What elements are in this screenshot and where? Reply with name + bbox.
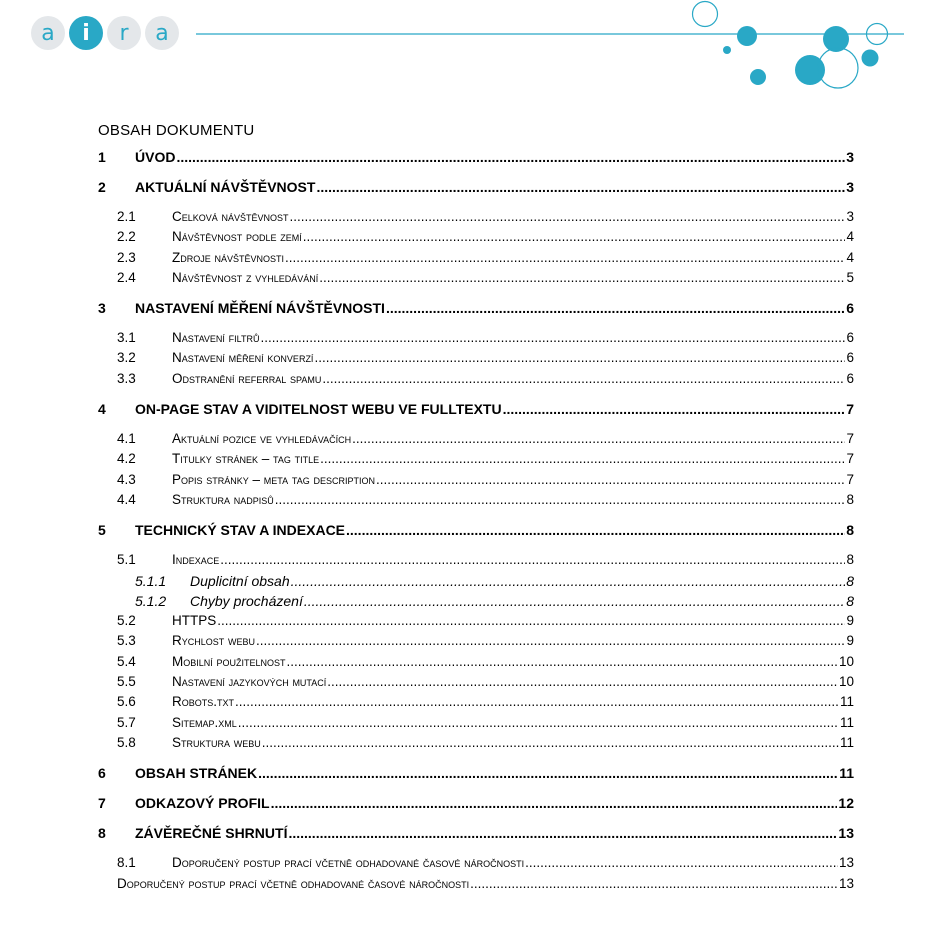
- logo-letter-i: i: [69, 16, 103, 50]
- toc-number: 6: [98, 765, 106, 782]
- toc-entry-5-3[interactable]: [98, 633, 854, 653]
- toc-number: 5.1.2: [135, 592, 167, 609]
- toc-title: Doporučený postup prací včetně odhadované časové náročnosti: [117, 875, 470, 891]
- toc-number: 2: [98, 179, 106, 195]
- toc-number: 5.1.1: [135, 572, 167, 589]
- toc-entry-4-1[interactable]: [98, 431, 854, 451]
- toc-title: Nastavení jazykových mutací: [172, 674, 327, 690]
- dot-leader: [220, 552, 845, 567]
- toc-number: 5.6: [117, 694, 136, 710]
- toc-title: HTTPS: [172, 613, 217, 629]
- toc-entry-4-4[interactable]: [98, 492, 854, 512]
- logo-letter-a-2: a: [145, 16, 179, 50]
- bubble-1: [737, 26, 757, 46]
- dot-leader: [291, 573, 846, 589]
- dot-leader: [303, 229, 846, 244]
- toc-title: ÚVOD: [135, 149, 176, 165]
- toc-number: 2.1: [117, 209, 136, 224]
- toc-page: 11: [839, 714, 854, 730]
- logo-letter-a: a: [31, 16, 65, 50]
- toc-entry-2-1[interactable]: [98, 209, 854, 229]
- toc-page: 7: [846, 401, 854, 418]
- toc-page: 8: [846, 491, 854, 507]
- dot-leader: [503, 401, 846, 417]
- dot-leader: [525, 855, 838, 870]
- dot-leader: [320, 451, 845, 466]
- toc-title: Struktura webu: [172, 734, 261, 750]
- toc-number: 5.8: [117, 734, 136, 750]
- toc-number: 5.7: [117, 714, 136, 730]
- toc-page: 11: [839, 694, 854, 710]
- dot-leader: [285, 250, 845, 265]
- toc-entry-5-2[interactable]: [98, 613, 854, 633]
- toc-title: Struktura nadpisů: [172, 491, 274, 507]
- toc-entry-3-1[interactable]: [98, 330, 854, 350]
- toc-title: Aktuální pozice ve vyhledávačích: [172, 431, 352, 447]
- dot-leader: [256, 633, 845, 648]
- page-header: [0, 0, 937, 100]
- toc-page: 8: [846, 522, 854, 539]
- dot-leader: [316, 179, 845, 195]
- toc-number: 4.2: [117, 451, 136, 467]
- toc-page: 7: [846, 471, 854, 487]
- toc-number: 5.4: [117, 653, 136, 669]
- toc-title: Návštěvnost z vyhledávání: [172, 269, 319, 285]
- toc-title: Titulky stránek – tag title: [172, 451, 320, 467]
- toc-entry-5-5[interactable]: [98, 674, 854, 694]
- toc-page: 10: [838, 653, 854, 669]
- dot-leader: [262, 735, 839, 750]
- toc-page: 10: [838, 674, 854, 690]
- toc-entry-6[interactable]: [98, 765, 854, 785]
- toc-entry-4[interactable]: [98, 401, 854, 421]
- toc-entry-5-1-2[interactable]: [98, 593, 854, 613]
- toc-title: ZÁVĚREČNÉ SHRNUTÍ: [135, 825, 288, 842]
- toc-title: Mobilní použitelnost: [172, 653, 286, 669]
- dot-leader: [314, 350, 845, 365]
- toc-page: 6: [846, 330, 854, 346]
- toc-entry-8[interactable]: [98, 825, 854, 845]
- dot-leader: [261, 330, 846, 345]
- toc-page: 5: [846, 269, 854, 285]
- toc-number: 4.1: [117, 431, 136, 447]
- dot-leader: [319, 270, 845, 285]
- toc-title: Celková návštěvnost: [172, 209, 289, 224]
- toc-entry-5[interactable]: [98, 522, 854, 542]
- bubble-outline-1: [693, 2, 718, 27]
- toc-page: 6: [846, 300, 854, 317]
- toc-page: 13: [838, 855, 854, 871]
- toc-number: 1: [98, 149, 106, 165]
- toc-title: Popis stránky – meta tag description: [172, 471, 375, 487]
- toc-title: Robots.txt: [172, 694, 235, 710]
- bubble-6: [750, 69, 766, 85]
- toc-number: 3.2: [117, 350, 136, 366]
- toc-entry-4-2[interactable]: [98, 451, 854, 471]
- toc-entry-2-2[interactable]: [98, 229, 854, 249]
- dot-leader: [235, 694, 839, 709]
- toc-number: 2.3: [117, 249, 136, 265]
- dot-leader: [346, 522, 845, 538]
- table-of-contents: [98, 122, 854, 896]
- toc-title: TECHNICKÝ STAV A INDEXACE: [135, 522, 346, 539]
- toc-page: 13: [838, 875, 854, 891]
- toc-title: Návštěvnost podle zemí: [172, 229, 302, 245]
- toc-page: 11: [839, 765, 854, 782]
- dot-leader: [304, 593, 845, 609]
- toc-page: 3: [846, 149, 854, 165]
- toc-page: 6: [846, 350, 854, 366]
- toc-entry-5-1-1[interactable]: [98, 573, 854, 593]
- dot-leader: [376, 472, 846, 487]
- dot-leader: [470, 876, 838, 891]
- toc-title: Chyby procházení: [190, 592, 303, 609]
- toc-entry-5-6[interactable]: [98, 694, 854, 714]
- toc-page: 8: [846, 592, 854, 609]
- toc-page: 6: [846, 370, 854, 386]
- dot-leader: [327, 674, 838, 689]
- toc-entry-5-7[interactable]: [98, 715, 854, 735]
- toc-entry-2[interactable]: [98, 179, 854, 199]
- toc-entry-8-1[interactable]: [98, 855, 854, 875]
- toc-entry-3-2[interactable]: [98, 350, 854, 370]
- toc-page: 9: [846, 613, 854, 629]
- toc-number: 8: [98, 825, 106, 842]
- toc-title: AKTUÁLNÍ NÁVŠTĚVNOST: [135, 179, 316, 195]
- bubble-2: [723, 46, 731, 54]
- toc-number: 5: [98, 522, 106, 539]
- toc-title: OBSAH STRÁNEK: [135, 765, 258, 782]
- toc-entry-4-3[interactable]: [98, 472, 854, 492]
- toc-title: Nastavení měření konverzí: [172, 350, 314, 366]
- toc-number: 4.4: [117, 491, 136, 507]
- bubble-4: [862, 50, 879, 67]
- toc-number: 3.1: [117, 330, 136, 346]
- toc-page: 4: [846, 249, 854, 265]
- toc-page: 3: [846, 209, 854, 224]
- toc-entry-5-4[interactable]: [98, 654, 854, 674]
- toc-number: 4: [98, 401, 106, 418]
- toc-page: 4: [846, 229, 854, 245]
- logo-letter-r: r: [107, 16, 141, 50]
- dot-leader: [275, 492, 846, 507]
- toc-number: 5.1: [117, 552, 136, 568]
- toc-title: Duplicitní obsah: [190, 572, 290, 589]
- toc-number: 2.2: [117, 229, 136, 245]
- toc-entry-1[interactable]: [98, 149, 854, 169]
- toc-page: 9: [846, 633, 854, 649]
- toc-number: 3.3: [117, 370, 136, 386]
- toc-entry-3[interactable]: [98, 300, 854, 320]
- toc-title: Odstranění referral spamu: [172, 370, 322, 386]
- toc-page: 13: [838, 825, 854, 842]
- dot-leader: [288, 825, 837, 841]
- toc-number: 7: [98, 795, 106, 812]
- toc-number: 8.1: [117, 855, 136, 871]
- toc-page: 12: [838, 795, 854, 812]
- toc-page: 8: [846, 572, 854, 589]
- dot-leader: [258, 765, 838, 781]
- toc-entry-5-1[interactable]: [98, 552, 854, 572]
- toc-heading: OBSAH DOKUMENTU: [98, 122, 255, 139]
- toc-title: Rychlost webu: [172, 633, 256, 649]
- toc-number: 5.5: [117, 674, 136, 690]
- toc-number: 5.2: [117, 613, 136, 629]
- toc-title: ON-PAGE STAV A VIDITELNOST WEBU VE FULLTEXTU: [135, 401, 502, 418]
- dot-leader: [352, 431, 845, 446]
- toc-title: Doporučený postup prací včetně odhadované časové náročnosti: [172, 855, 525, 871]
- toc-number: 2.4: [117, 269, 136, 285]
- toc-page: 7: [846, 451, 854, 467]
- dot-leader: [217, 613, 845, 628]
- dot-leader: [386, 300, 845, 316]
- toc-page: 11: [839, 734, 854, 750]
- toc-number: 5.3: [117, 633, 136, 649]
- toc-title: Nastavení filtrů: [172, 330, 260, 346]
- toc-title: ODKAZOVÝ PROFIL: [135, 795, 270, 812]
- dot-leader: [271, 795, 838, 811]
- header-decoration: [0, 0, 937, 100]
- toc-entry-2-3[interactable]: [98, 250, 854, 270]
- toc-page: 7: [846, 431, 854, 447]
- toc-number: 4.3: [117, 471, 136, 487]
- dot-leader: [238, 715, 839, 730]
- dot-leader: [176, 149, 845, 165]
- toc-entry-unnumbered[interactable]: [98, 876, 854, 896]
- toc-entry-3-3[interactable]: [98, 371, 854, 391]
- toc-page: 8: [846, 552, 854, 568]
- toc-entry-7[interactable]: [98, 795, 854, 815]
- toc-page: 3: [846, 179, 854, 195]
- dot-leader: [287, 654, 838, 669]
- toc-number: 3: [98, 300, 106, 317]
- toc-entry-5-8[interactable]: [98, 735, 854, 755]
- toc-title: Zdroje návštěvnosti: [172, 249, 285, 265]
- dot-leader: [290, 209, 846, 224]
- toc-title: Sitemap.xml: [172, 714, 237, 730]
- dot-leader: [322, 371, 845, 386]
- toc-entry-2-4[interactable]: [98, 270, 854, 290]
- toc-title: NASTAVENÍ MĚŘENÍ NÁVŠTĚVNOSTI: [135, 300, 385, 317]
- toc-title: Indexace: [172, 552, 220, 568]
